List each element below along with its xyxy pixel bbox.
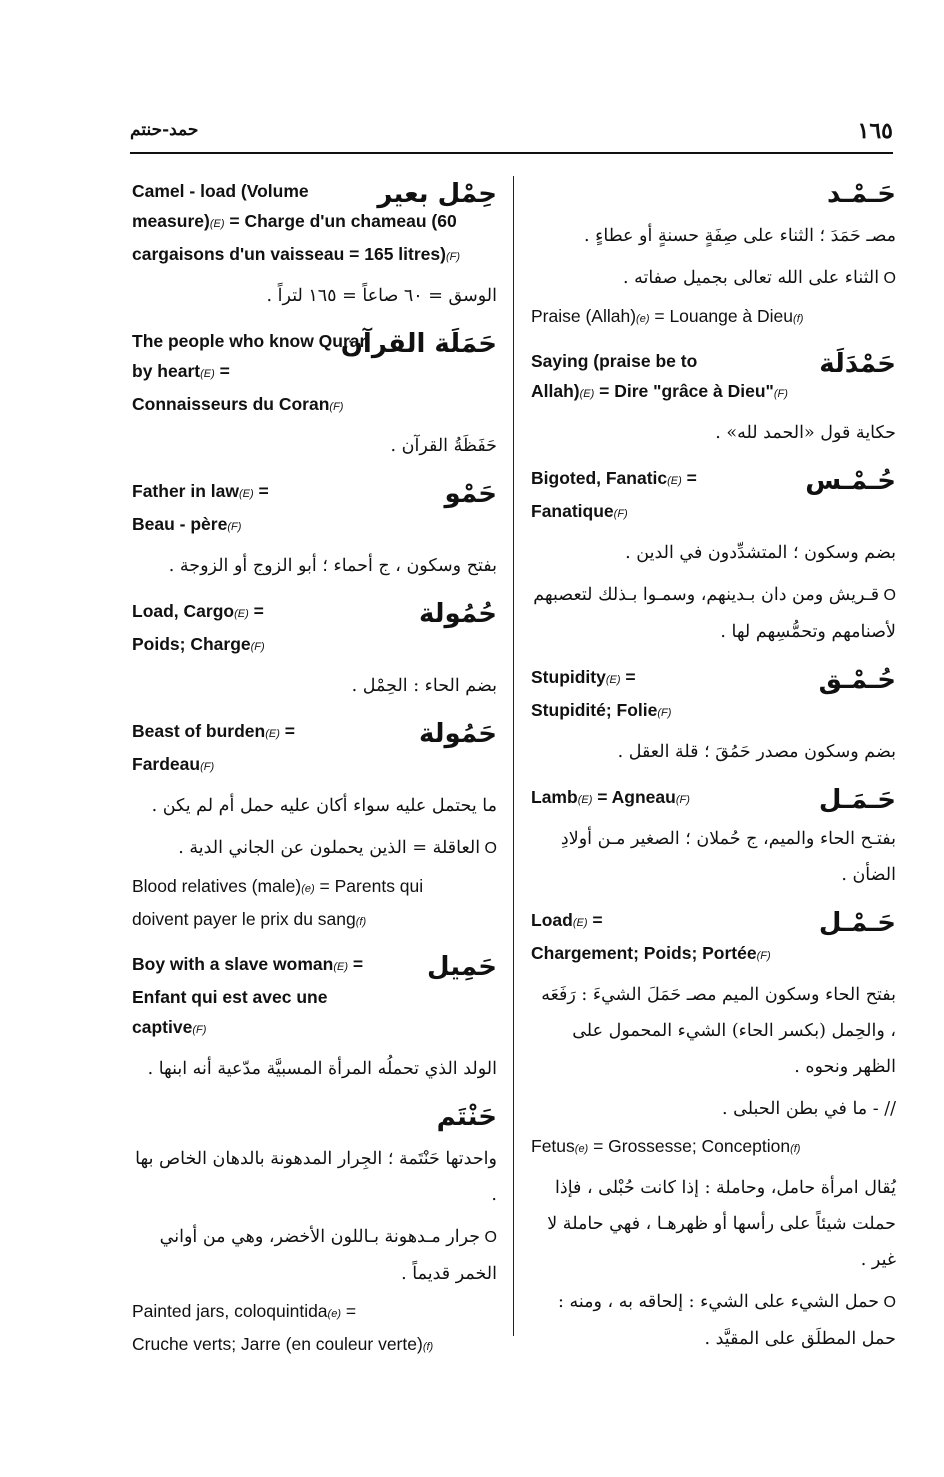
entry-headword: حُـمْـق [818, 665, 896, 695]
dictionary-entry [132, 716, 497, 937]
dictionary-entry [132, 949, 497, 1087]
dictionary-entry [132, 1099, 497, 1362]
entry-english: Fanatique(F) [531, 501, 628, 521]
dictionary-entry [132, 326, 497, 464]
entry-english: by heart(E) = [132, 361, 230, 381]
entry-arabic-definition: واحدتها حَنْتَمة ؛ الجِرار المدهونة بالدهان الخاص بها . [135, 1149, 497, 1205]
entry-translation-note: Praise (Allah)(e) = Louange à Dieu(f) [531, 306, 804, 326]
entry-headword: حَمِيل [427, 952, 497, 982]
entry-english: Enfant qui est avec une [132, 987, 328, 1007]
entry-headword: حِمْل بعير [377, 179, 497, 209]
running-head: حمد-حنتم [130, 120, 199, 140]
entry-arabic-definition: ما يحتمل عليه سواء أكان عليه حمل أم لم يكن . [151, 796, 497, 816]
dictionary-entry [531, 346, 896, 451]
entry-english: Fardeau(F) [132, 754, 215, 774]
entry-english: captive(F) [132, 1017, 207, 1037]
left-column [132, 176, 497, 1374]
entry-arabic-subsense: O الثناء على الله تعالى بجميل صفاته . [531, 260, 896, 297]
entry-headword: حَمَلَة القرآن [340, 329, 497, 359]
entry-arabic-definition: مصـ حَمَدَ ؛ الثناء على صِفَةٍ حسنةٍ أو عطاءٍ . [584, 226, 896, 246]
entry-arabic-definition: بضم الحاء : الحِمْل . [351, 676, 497, 696]
page-number: ١٦٥ [857, 118, 893, 144]
entry-arabic-definition: الولد الذي تحملُه المرأة المسبيَّة مدّعية أنه ابنها . [147, 1059, 497, 1079]
page-header [130, 116, 893, 154]
entry-arabic-definition: بفتح وسكون ، ج أحماء ؛ أبو الزوج أو الزوجة . [168, 556, 497, 576]
entry-headword: حَـمْـل [818, 908, 896, 938]
entry-arabic-definition: بضم وسكون مصدر حَمُقَ ؛ قلة العقل . [617, 742, 896, 762]
entry-english: Chargement; Poids; Portée(F) [531, 943, 771, 963]
dictionary-entry [132, 476, 497, 584]
entry-translation-note: Painted jars, coloquintida(e) = [132, 1301, 357, 1321]
entry-arabic-subsense: // - ما في بطن الحبلى . [721, 1099, 896, 1119]
entry-english: Stupidity(E) = [531, 667, 636, 687]
dictionary-entry [531, 905, 896, 1357]
dictionary-entry [531, 662, 896, 770]
entry-english: Stupidité; Folie(F) [531, 700, 672, 720]
entry-translation-note: Blood relatives (male)(e) = Parents qui [132, 876, 424, 896]
entry-english: Allah)(E) = Dire "grâce à Dieu"(F) [531, 381, 788, 401]
entry-headword: حَـمْـد [827, 179, 896, 209]
entry-english: Load(E) = [531, 910, 603, 930]
dictionary-entry [132, 596, 497, 704]
entry-english: Load, Cargo(E) = [132, 601, 264, 621]
entry-headword: حَمْو [444, 479, 497, 509]
entry-arabic-definition: بفتـح الحاء والميم، ج حُملان ؛ الصغير مـن أولادِ الضأن . [560, 829, 896, 885]
entry-english: Connaisseurs du Coran(F) [132, 394, 344, 414]
entry-headword: حَمُولة [419, 719, 497, 749]
entry-english: Beau - père(F) [132, 514, 242, 534]
entry-headword: حَنْتَم [436, 1102, 497, 1132]
entry-english: Boy with a slave woman(E) = [132, 954, 364, 974]
entry-arabic-subsense: O العاقلة = الذين يحملون عن الجاني الدية . [132, 830, 497, 867]
entry-english: Father in law(E) = [132, 481, 269, 501]
entry-translation-note: Cruche verts; Jarre (en couleur verte)(f) [132, 1334, 434, 1354]
entry-english: Poids; Charge(F) [132, 634, 265, 654]
dictionary-entry [531, 782, 896, 893]
dictionary-entry [132, 176, 497, 314]
entry-english: Lamb(E) = Agneau(F) [531, 787, 690, 807]
entry-arabic-usage: يُقال امرأة حامل، وحاملة : إذا كانت حُبْلى ، فإذا حملت شيئاً على رأسها أو ظهرهـا ، فهي حاملة لا غير . [547, 1178, 896, 1270]
dictionary-entry [531, 176, 896, 334]
column-divider [513, 176, 514, 1336]
entry-english: Beast of burden(E) = [132, 721, 295, 741]
entry-headword: حُـمْـس [805, 466, 896, 496]
entry-arabic-subsense: O جرار مـدهونة بـاللون الأخضر، وهي من أواني الخمر قديماً . [132, 1219, 497, 1292]
dictionary-entry [531, 463, 896, 650]
entry-arabic-definition: الوسق = ٦٠ صاعاً = ١٦٥ لتراً . [266, 286, 497, 306]
entry-arabic-definition: حَفَظَةُ القرآن . [390, 436, 497, 456]
entry-english: Bigoted, Fanatic(E) = [531, 468, 697, 488]
entry-arabic-definition: بضم وسكون ؛ المتشدِّدون في الدين . [625, 543, 896, 563]
entry-english: The people who know Quran [132, 331, 371, 351]
entry-headword: حَـمَـل [818, 785, 896, 815]
right-column [531, 176, 896, 1369]
entry-arabic-subsense: O قـريش ومن دان بـدينهم، وسمـوا بـذلك لتعصبهم لأصنامهم وتحمُّسِهم لها . [531, 577, 896, 650]
entry-headword: حَمْدَلَة [819, 349, 896, 379]
entry-english: Saying (praise be to [531, 351, 698, 371]
entry-english: measure)(E) = Charge d'un chameau (60 [132, 211, 457, 231]
entry-arabic-definition: بفتح الحاء وسكون الميم مصـ حَمَلَ الشيءَ : رَفَعَه ، والحِمل (بكسر الحاء) الشيء المحمول على الظهر ونحوه . [541, 985, 896, 1077]
entry-headword: حُمُولة [419, 599, 497, 629]
entry-translation-note: doivent payer le prix du sang(f) [132, 909, 367, 929]
entry-english: Camel - load (Volume [132, 181, 309, 201]
entry-translation-note: Fetus(e) = Grossesse; Conception(f) [531, 1136, 801, 1156]
entry-english: cargaisons d'un vaisseau = 165 litres)(F) [132, 244, 461, 264]
entry-arabic-definition: حكاية قول «الحمد لله» . [715, 423, 896, 443]
entry-arabic-subsense: O حمل الشيء على الشيء : إلحاقه به ، ومنه : حمل المطلَق على المقيَّد . [531, 1284, 896, 1357]
